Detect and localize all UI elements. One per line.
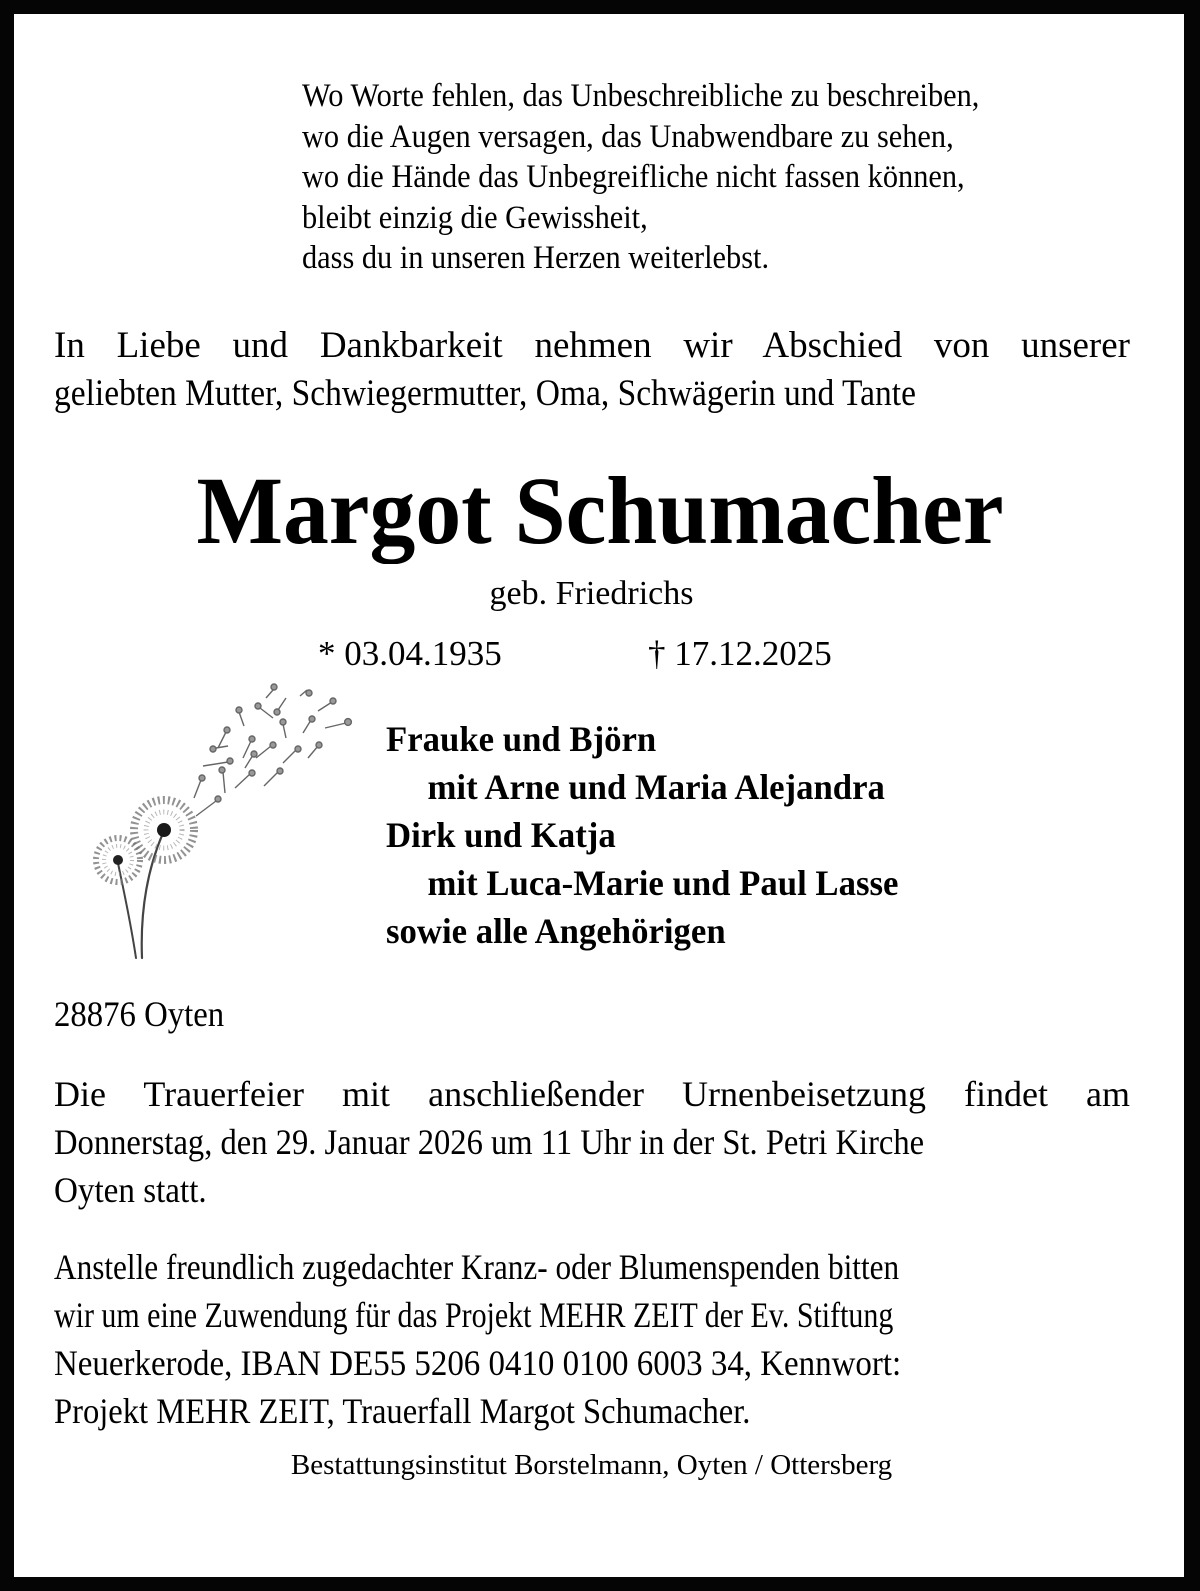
funeral-home: Bestattungsinstitut Borstelmann, Oyten / Ottersberg [290,1449,893,1481]
donation-line: Projekt MEHR ZEIT, Trauerfall Margot Schumacher. [54,1391,751,1431]
service-line: Donnerstag, den 29. Januar 2026 um 11 Uhr in der St. Petri Kirche [54,1122,925,1162]
mourner-line: sowie alle Angehörigen [386,911,726,951]
donation-line: Anstelle freundlich zugedachter Kranz- oder Blumenspenden bitten [54,1247,900,1287]
mourners-list [386,715,898,955]
poem-line: wo die Hände das Unbegreifliche nicht fassen können, [302,159,965,195]
dandelion-icon [68,668,368,964]
service-line: Die Trauerfeier mit anschließender Urnenbeisetzung findet am [54,1074,1130,1114]
intro-text [54,322,1130,418]
mourner-line: Dirk und Katja [386,815,616,855]
poem-line: Wo Worte fehlen, das Unbeschreibliche zu beschreiben, [302,78,980,114]
service-info [54,1070,1130,1214]
mourner-line: Frauke und Björn [386,719,657,759]
birth-date: * 03.04.1935 [318,634,502,673]
service-line: Oyten statt. [54,1170,207,1210]
intro-line: In Liebe und Dankbarkeit nehmen wir Abschied von unserer [54,325,1130,366]
donation-info [54,1243,1130,1435]
donation-line: wir um eine Zuwendung für das Projekt MEHR ZEIT der Ev. Stiftung [54,1295,894,1335]
donation-line: Neuerkerode, IBAN DE55 5206 0410 0100 6003 34, Kennwort: [54,1343,902,1383]
poem-line: wo die Augen versagen, das Unabwendbare zu sehen, [302,118,954,155]
deceased-name: Margot Schumacher [196,457,1004,564]
poem [302,76,979,279]
location: 28876 Oyten [54,994,225,1034]
poem-line: bleibt einzig die Gewissheit, [302,199,648,236]
maiden-name: geb. Friedrichs [489,575,694,612]
death-date: † 17.12.2025 [648,634,832,673]
mourner-line: mit Arne und Maria Alejandra [427,767,885,807]
poem-line: dass du in unseren Herzen weiterlebst. [302,240,770,276]
mourner-line: mit Luca-Marie und Paul Lasse [427,863,899,903]
intro-line: geliebten Mutter, Schwiegermutter, Oma, Schwägerin und Tante [54,373,916,414]
